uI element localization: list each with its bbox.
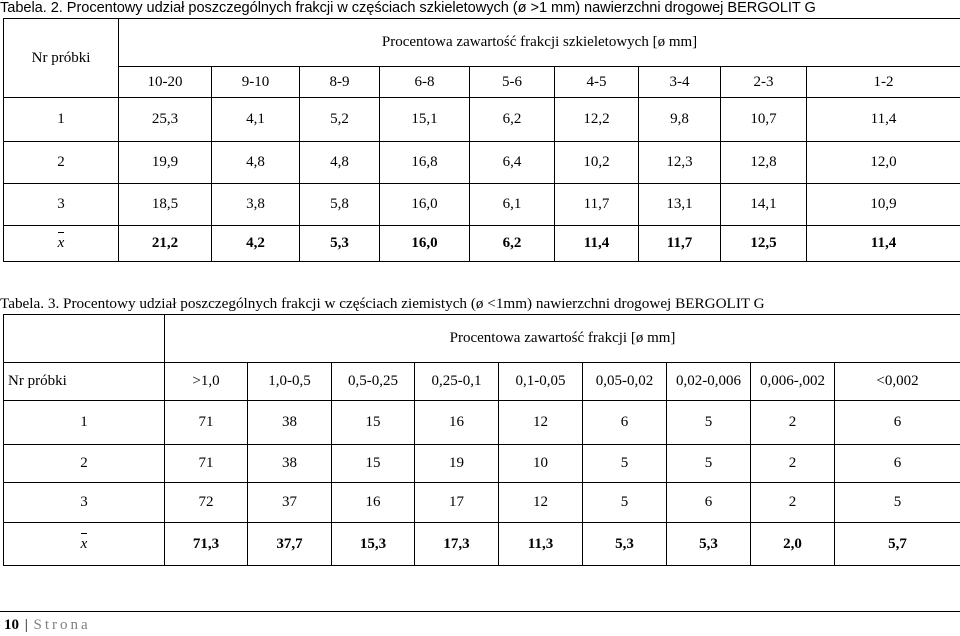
column-header: >1,0 — [165, 363, 248, 401]
mean-value: 37,7 — [248, 523, 332, 566]
sample-number: 1 — [4, 401, 165, 445]
mean-symbol-cell — [4, 226, 119, 262]
table-cell: 6 — [667, 483, 751, 523]
table-cell: 15,1 — [380, 98, 470, 142]
column-header: 5-6 — [470, 67, 555, 98]
column-header: 2-3 — [721, 67, 807, 98]
mean-value: 11,7 — [639, 226, 721, 262]
column-header: <0,002 — [835, 363, 960, 401]
table-cell: 10,7 — [721, 98, 807, 142]
table-cell: 5,2 — [300, 98, 380, 142]
table-cell: 6,4 — [470, 142, 555, 184]
table-cell: 25,3 — [119, 98, 212, 142]
table3 — [3, 314, 960, 566]
table-cell: 13,1 — [639, 184, 721, 226]
column-header: 6-8 — [380, 67, 470, 98]
column-header: 0,05-0,02 — [583, 363, 667, 401]
table2-caption: Tabela. 2. Procentowy udział poszczególnych frakcji w częściach szkieletowych (ø >1 mm) nawierzchni drogowej BERGOLIT G — [0, 0, 816, 16]
table-cell: 16 — [332, 483, 415, 523]
table-cell: 72 — [165, 483, 248, 523]
table2-sample-header: Nr próbki — [4, 19, 119, 98]
column-header: 0,006-,002 — [751, 363, 835, 401]
table-cell: 12,8 — [721, 142, 807, 184]
table-cell: 38 — [248, 445, 332, 483]
column-header: 3-4 — [639, 67, 721, 98]
mean-value: 11,3 — [499, 523, 583, 566]
mean-symbol-cell — [4, 523, 165, 566]
table-cell: 4,8 — [212, 142, 300, 184]
table-cell: 16,0 — [380, 184, 470, 226]
table-cell: 12,3 — [639, 142, 721, 184]
table-cell: 5 — [667, 401, 751, 445]
table-cell: 17 — [415, 483, 499, 523]
mean-value: 4,2 — [212, 226, 300, 262]
footer-rule — [0, 611, 960, 612]
mean-value: 11,4 — [807, 226, 960, 262]
mean-value: 17,3 — [415, 523, 499, 566]
table-cell: 2 — [751, 483, 835, 523]
sample-number: 3 — [4, 184, 119, 226]
column-header: 8-9 — [300, 67, 380, 98]
table-cell: 4,1 — [212, 98, 300, 142]
table-cell: 16 — [415, 401, 499, 445]
table-row — [4, 98, 960, 142]
table-cell: 11,7 — [555, 184, 639, 226]
sample-number: 2 — [4, 445, 165, 483]
table-cell: 2 — [751, 445, 835, 483]
mean-symbol: x — [57, 235, 65, 251]
table-cell: 5 — [667, 445, 751, 483]
mean-value: 2,0 — [751, 523, 835, 566]
column-header: 0,5-0,25 — [332, 363, 415, 401]
mean-value: 16,0 — [380, 226, 470, 262]
table-cell: 6 — [835, 401, 960, 445]
table-cell: 11,4 — [807, 98, 960, 142]
table-cell: 71 — [165, 445, 248, 483]
mean-value: 5,7 — [835, 523, 960, 566]
table-cell: 10 — [499, 445, 583, 483]
table-cell: 16,8 — [380, 142, 470, 184]
column-header: 1,0-0,5 — [248, 363, 332, 401]
table3-group-header: Procentowa zawartość frakcji [ø mm] — [165, 315, 960, 363]
column-header: 0,02-0,006 — [667, 363, 751, 401]
table-cell: 12,0 — [807, 142, 960, 184]
mean-symbol: x — [80, 535, 88, 552]
footer-label: Strona — [33, 617, 91, 633]
table-row — [4, 483, 960, 523]
table-cell: 38 — [248, 401, 332, 445]
table3-caption: Tabela. 3. Procentowy udział poszczególnych frakcji w częściach ziemistych (ø <1mm) nawierzchni drogowej BERGOLIT G — [0, 295, 765, 312]
column-header: 0,25-0,1 — [415, 363, 499, 401]
table3-empty-corner — [4, 315, 165, 363]
page-footer — [4, 617, 91, 634]
sample-number: 1 — [4, 98, 119, 142]
column-header: 9-10 — [212, 67, 300, 98]
table-row — [4, 142, 960, 184]
table3-mean-row — [4, 523, 960, 566]
table-row — [4, 445, 960, 483]
table-cell: 4,8 — [300, 142, 380, 184]
table-row — [4, 184, 960, 226]
mean-value: 5,3 — [667, 523, 751, 566]
mean-value: 12,5 — [721, 226, 807, 262]
table2-column-headers — [4, 67, 960, 98]
table-cell: 15 — [332, 445, 415, 483]
mean-value: 21,2 — [119, 226, 212, 262]
table-cell: 2 — [751, 401, 835, 445]
table3-sample-header: Nr próbki — [4, 363, 165, 401]
mean-value: 5,3 — [583, 523, 667, 566]
footer-separator: | — [24, 617, 28, 633]
table-cell: 18,5 — [119, 184, 212, 226]
mean-value: 71,3 — [165, 523, 248, 566]
table-cell: 10,9 — [807, 184, 960, 226]
table-cell: 37 — [248, 483, 332, 523]
sample-number: 3 — [4, 483, 165, 523]
mean-value: 15,3 — [332, 523, 415, 566]
table-cell: 12 — [499, 401, 583, 445]
table-cell: 14,1 — [721, 184, 807, 226]
table-cell: 71 — [165, 401, 248, 445]
mean-value: 11,4 — [555, 226, 639, 262]
table-cell: 5 — [583, 445, 667, 483]
table-cell: 9,8 — [639, 98, 721, 142]
table-cell: 5 — [835, 483, 960, 523]
table-cell: 6,2 — [470, 98, 555, 142]
mean-value: 6,2 — [470, 226, 555, 262]
table-cell: 5,8 — [300, 184, 380, 226]
sample-number: 2 — [4, 142, 119, 184]
table3-column-headers — [4, 363, 960, 401]
table2-mean-row — [4, 226, 960, 262]
table-cell: 19,9 — [119, 142, 212, 184]
column-header: 0,1-0,05 — [499, 363, 583, 401]
table2 — [3, 18, 960, 262]
table-cell: 3,8 — [212, 184, 300, 226]
column-header: 1-2 — [807, 67, 960, 98]
table-cell: 5 — [583, 483, 667, 523]
table-cell: 19 — [415, 445, 499, 483]
table-row — [4, 401, 960, 445]
table-cell: 12 — [499, 483, 583, 523]
mean-value: 5,3 — [300, 226, 380, 262]
column-header: 4-5 — [555, 67, 639, 98]
table-cell: 12,2 — [555, 98, 639, 142]
column-header: 10-20 — [119, 67, 212, 98]
table-cell: 15 — [332, 401, 415, 445]
table2-group-header: Procentowa zawartość frakcji szkieletowych [ø mm] — [119, 19, 960, 67]
table-cell: 10,2 — [555, 142, 639, 184]
table-cell: 6 — [835, 445, 960, 483]
table-cell: 6,1 — [470, 184, 555, 226]
page-number: 10 — [4, 617, 19, 633]
table-cell: 6 — [583, 401, 667, 445]
